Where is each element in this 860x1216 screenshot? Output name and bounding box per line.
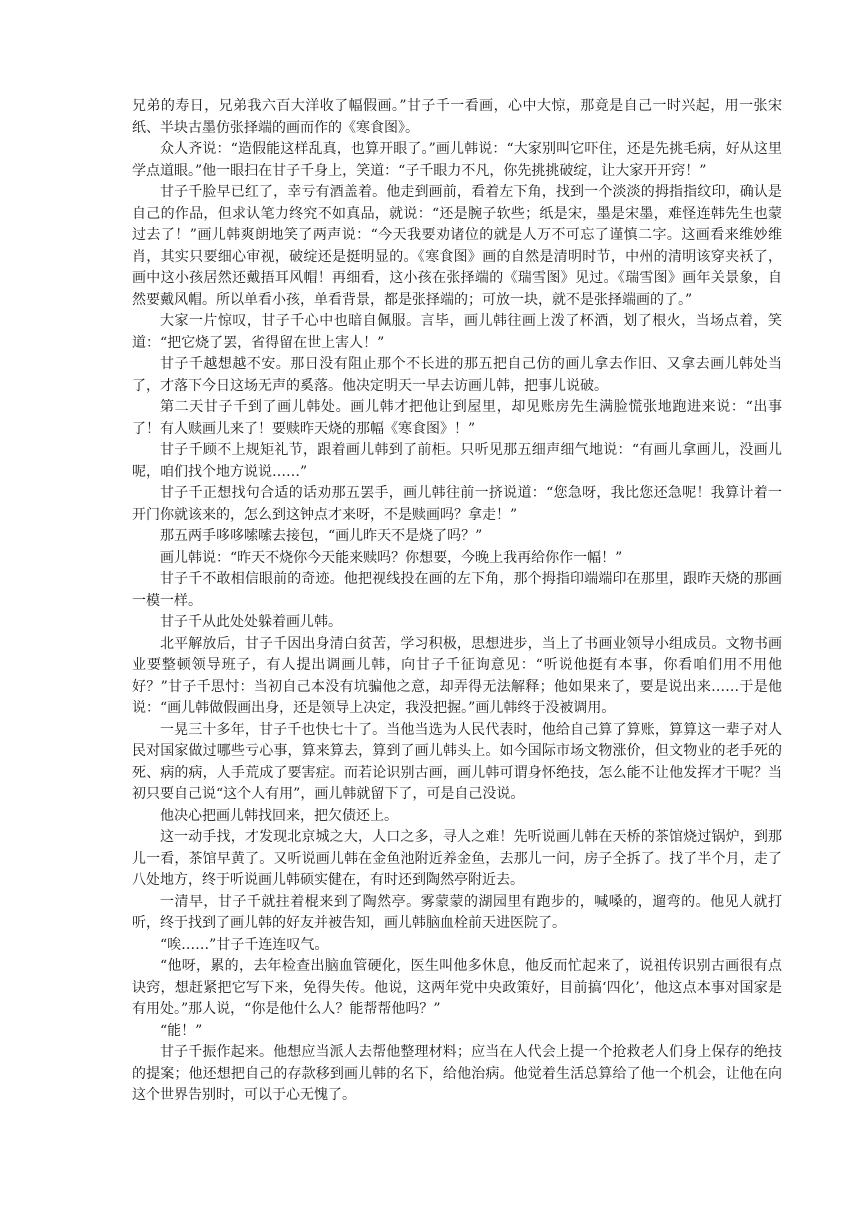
paragraph-7: 甘子千顾不上规矩礼节，跟着画儿韩到了前柜。只听见那五细声细气地说：“有画儿拿画儿，没画儿呢，咱们找个地方说说……” [132, 442, 782, 480]
story-text [132, 96, 782, 1107]
paragraph-16: 这一动手找，才发现北京城之大，人口之多，寻人之难！先听说画儿韩在天桥的茶馆烧过锅炉，到那儿一看，茶馆早黄了。又听说画儿韩在金鱼池附近养金鱼，去那儿一问，房子全拆了。找了半个月，走了八处地方，终于听说画儿韩硕实健在，有时还到陶然亭附近去。 [132, 829, 782, 888]
paragraph-14: 一晃三十多年，甘子千也快七十了。当他当选为人民代表时，他给自己算了算账，算算这一辈子对人民对国家做过哪些亏心事，算来算去，算到了画儿韩头上。如今国际市场文物涨价，但文物业的老手死的死、病的病，人手荒成了要害症。而若论识别古画，画儿韩可谓身怀绝技，怎么能不让他发挥才干呢？当初只要自己说“这个人有用”，画儿韩就留下了，可是自己没说。 [132, 721, 782, 802]
paragraph-11: 甘子千不敢相信眼前的奇迹。他把视线投在画的左下角，那个拇指印端端印在那里，跟昨天烧的那画一模一样。 [132, 571, 782, 609]
paragraph-2: 众人齐说：“造假能这样乱真，也算开眼了。”画儿韩说：“大家别叫它吓住，还是先挑毛病，好从这里学点道眼。”他一眼扫在甘子千身上，笑道：“子千眼力不凡，你先挑挑破绽，让大家开开窍！” [132, 141, 782, 179]
paragraph-18: “唉……”甘子千连连叹气。 [160, 936, 329, 953]
paragraph-1: 兄弟的寿日，兄弟我六百大洋收了幅假画。”甘子千一看画，心中大惊，那竟是自己一时兴起，用一张宋纸、半块古墨仿张择端的画而作的《寒食图》。 [132, 98, 782, 136]
paragraph-8: 甘子千正想找句合适的话劝那五罢手，画儿韩往前一挤说道：“您急呀，我比您还急呢！我算计着一开门你就该来的，怎么到这钟点才来呀，不是赎画吗？拿走！” [132, 485, 782, 523]
paragraph-17: 一清早，甘子千就拄着棍来到了陶然亭。雾蒙蒙的湖园里有跑步的，喊嗓的，遛弯的。他见人就打听，终于找到了画儿韩的好友并被告知，画儿韩脑血栓前天进医院了。 [132, 893, 782, 931]
paragraph-4: 大家一片惊叹，甘子千心中也暗自佩服。言毕，画儿韩往画上泼了杯酒，划了根火，当场点着，笑道：“把它烧了罢，省得留在世上害人！” [132, 313, 782, 351]
paragraph-20: “能！” [160, 1022, 203, 1039]
paragraph-12: 甘子千从此处处躲着画儿韩。 [160, 614, 342, 630]
paragraph-15: 他决心把画儿韩找回来，把欠债还上。 [160, 807, 398, 824]
paragraph-9: 那五两手哆哆嗦嗦去接包，“画儿昨天不是烧了吗？” [160, 528, 483, 544]
paragraph-6: 第二天甘子千到了画儿韩处。画儿韩才把他让到屋里，却见账房先生满脸慌张地跑进来说：“出事了！有人赎画儿来了！要赎昨天烧的那幅《寒食图》！” [132, 399, 782, 437]
paragraph-3: 甘子千脸早已红了，幸亏有酒盖着。他走到画前，看着左下角，找到一个淡淡的拇指指纹印，确认是自己的作品，但求认笔力终究不如真品，就说：“还是腕子软些；纸是宋，墨是宋墨，难怪连韩先生也蒙过去了！”画儿韩爽朗地笑了两声说：“今天我要劝诸位的就是人万不可忘了谨慎二字。这画看来维妙维肖，其实只要细心审视，破绽还是挺明显的。《寒食图》画的自然是清明时节，中州的清明该穿夹袄了，画中这小孩居然还戴捂耳风帽！再细看，这小孩在张择端的《瑞雪图》见过。《瑞雪图》画年关景象，自然要戴风帽。所以单看小孩，单看背景，都是张择端的；可放一块，就不是张择端画的了。” [132, 184, 782, 308]
paragraph-10: 画儿韩说：“昨天不烧你今天能来赎吗？你想要，今晚上我再给你作一幅！” [160, 549, 623, 566]
paragraph-19: “他呀，累的，去年检查出脑血管硬化，医生叫他多休息，他反而忙起来了，说祖传识别古画很有点诀窍，想赶紧把它写下来，免得失传。他说，这两年党中央政策好，目前搞‘四化’，他这点本事对国家是有用处。”那人说，“你是他什么人？能帮帮他吗？” [132, 958, 782, 1017]
paragraph-5: 甘子千越想越不安。那日没有阻止那个不长进的那五把自己仿的画儿拿去作旧、又拿去画儿韩处当了，才落下今日这场无声的奚落。他决定明天一早去访画儿韩，把事儿说破。 [132, 356, 782, 394]
paragraph-21: 甘子千振作起来。他想应当派人去帮他整理材料；应当在人代会上提一个抢救老人们身上保存的绝技的提案；他还想把自己的存款移到画儿韩的名下，给他治病。他觉着生活总算给了他一个机会，让他在向这个世界告别时，可以于心无愧了。 [132, 1044, 782, 1103]
paragraph-13: 北平解放后，甘子千因出身清白贫苦，学习积极，思想进步，当上了书画业领导小组成员。文物书画业要整顿领导班子，有人提出调画儿韩，向甘子千征询意见：“听说他挺有本事，你看咱们用不用他好？”甘子千思忖：当初自己本没有坑骗他之意，却弄得无法解释；他如果来了，要是说出来……于是他说：“画儿韩做假画出身，还是领导上决定，我没把握。”画儿韩终于没被调用。 [132, 635, 782, 716]
